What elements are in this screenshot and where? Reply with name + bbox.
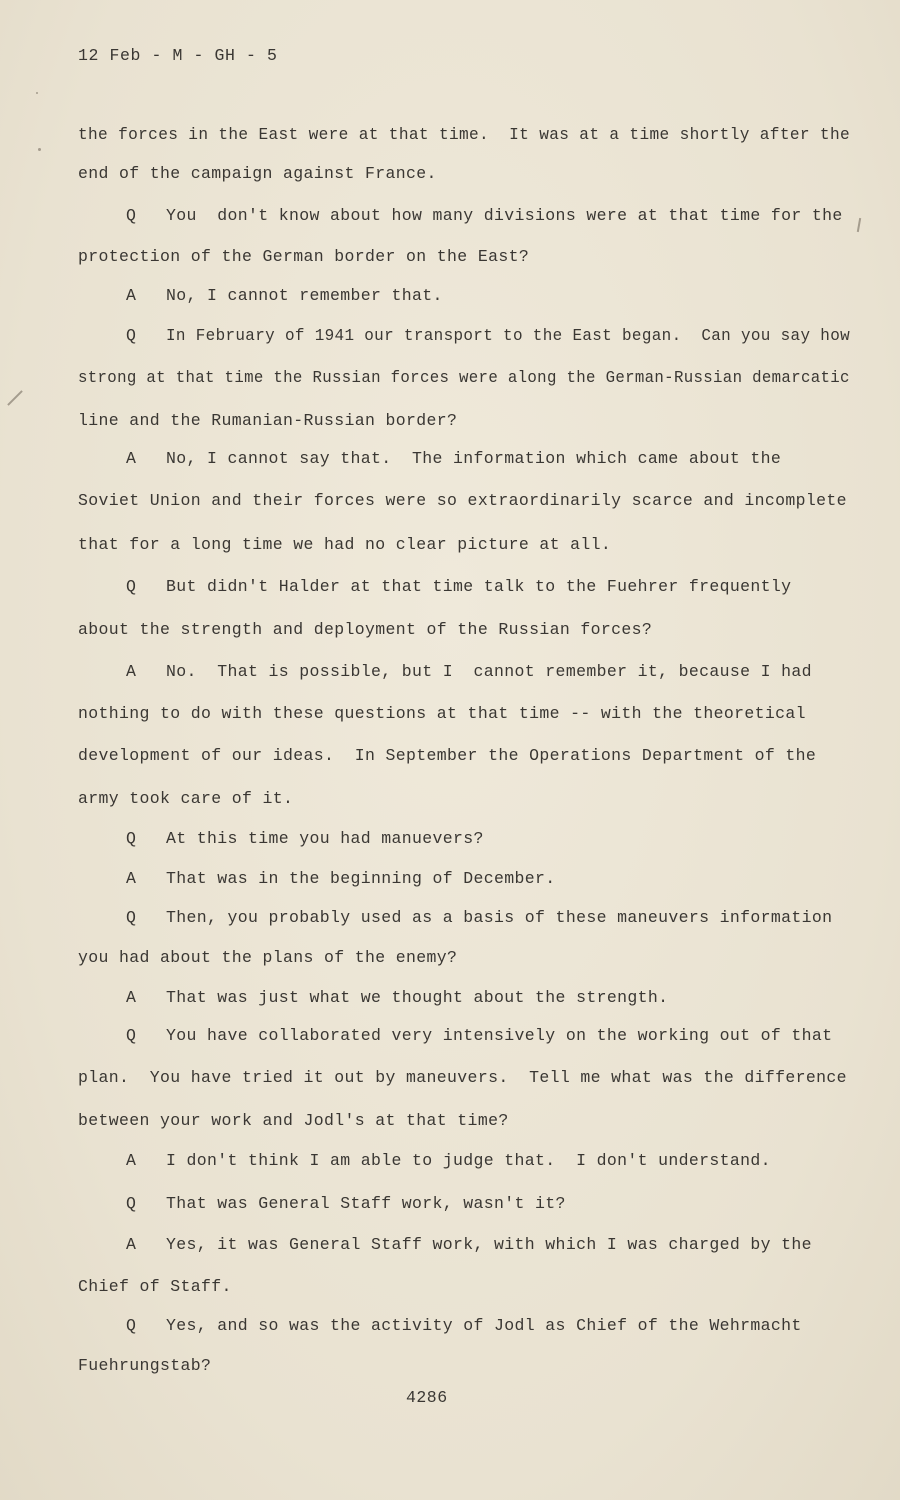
- transcript-line: you had about the plans of the enemy?: [78, 948, 458, 967]
- transcript-line: development of our ideas. In September the Operations Department of the: [78, 746, 817, 765]
- transcript-line-indented: No, I cannot say that. The information which came about the: [166, 449, 782, 468]
- speaker-label: A: [126, 869, 136, 888]
- speaker-label: Q: [126, 1026, 136, 1045]
- transcript-line: about the strength and deployment of the Russian forces?: [78, 620, 653, 639]
- speaker-label: Q: [126, 908, 136, 927]
- transcript-line-indented: Yes, it was General Staff work, with which I was charged by the: [166, 1235, 812, 1254]
- speaker-label: Q: [126, 1316, 136, 1335]
- speaker-label: Q: [126, 326, 136, 345]
- speaker-label: A: [126, 1235, 136, 1254]
- transcript-line-indented: You have collaborated very intensively on the working out of that: [166, 1026, 833, 1045]
- page-number: 4286: [406, 1388, 448, 1407]
- transcript-line-indented: That was General Staff work, wasn't it?: [166, 1194, 566, 1213]
- speaker-label: Q: [126, 206, 136, 225]
- transcript-line-indented: But didn't Halder at that time talk to the Fuehrer frequently: [166, 577, 792, 596]
- transcript-line-indented: I don't think I am able to judge that. I don't understand.: [166, 1151, 771, 1170]
- transcript-line-indented: Then, you probably used as a basis of these maneuvers information: [166, 908, 833, 927]
- transcript-line: plan. You have tried it out by maneuvers. Tell me what was the difference: [78, 1068, 847, 1087]
- paper-scratch: [857, 218, 861, 232]
- transcript-line: protection of the German border on the East?: [78, 247, 530, 266]
- paper-speck: [36, 92, 38, 94]
- speaker-label: A: [126, 286, 136, 305]
- transcript-line-indented: In February of 1941 our transport to the East began. Can you say how: [166, 326, 851, 345]
- transcript-line: end of the campaign against France.: [78, 164, 437, 183]
- transcript-line-indented: That was just what we thought about the strength.: [166, 988, 669, 1007]
- speaker-label: Q: [126, 577, 136, 596]
- transcript-line: Chief of Staff.: [78, 1277, 232, 1296]
- transcript-line: that for a long time we had no clear picture at all.: [78, 535, 612, 554]
- transcript-line-indented: No. That is possible, but I cannot remember it, because I had: [166, 662, 812, 681]
- speaker-label: A: [126, 1151, 136, 1170]
- transcript-line-indented: That was in the beginning of December.: [166, 869, 556, 888]
- transcript-line: strong at that time the Russian forces were along the German-Russian demarcatic: [78, 368, 850, 387]
- speaker-label: Q: [126, 1194, 136, 1213]
- paper-speck: [38, 148, 41, 151]
- transcript-line: the forces in the East were at that time. It was at a time shortly after the: [78, 125, 851, 144]
- page-header: 12 Feb - M - GH - 5: [78, 46, 278, 65]
- transcript-line-indented: No, I cannot remember that.: [166, 286, 443, 305]
- transcript-line: Fuehrungstab?: [78, 1356, 212, 1375]
- transcript-line: between your work and Jodl's at that time?: [78, 1111, 509, 1130]
- transcript-line: line and the Rumanian-Russian border?: [78, 411, 458, 430]
- paper-scratch: [7, 390, 23, 406]
- transcript-line: Soviet Union and their forces were so extraordinarily scarce and incomplete: [78, 491, 847, 510]
- speaker-label: A: [126, 449, 136, 468]
- transcript-line-indented: Yes, and so was the activity of Jodl as Chief of the Wehrmacht: [166, 1316, 802, 1335]
- transcript-line-indented: You don't know about how many divisions were at that time for the: [166, 206, 843, 225]
- speaker-label: Q: [126, 829, 136, 848]
- speaker-label: A: [126, 988, 136, 1007]
- speaker-label: A: [126, 662, 136, 681]
- transcript-line-indented: At this time you had manuevers?: [166, 829, 484, 848]
- transcript-line: nothing to do with these questions at that time -- with the theoretical: [78, 704, 806, 723]
- transcript-line: army took care of it.: [78, 789, 294, 808]
